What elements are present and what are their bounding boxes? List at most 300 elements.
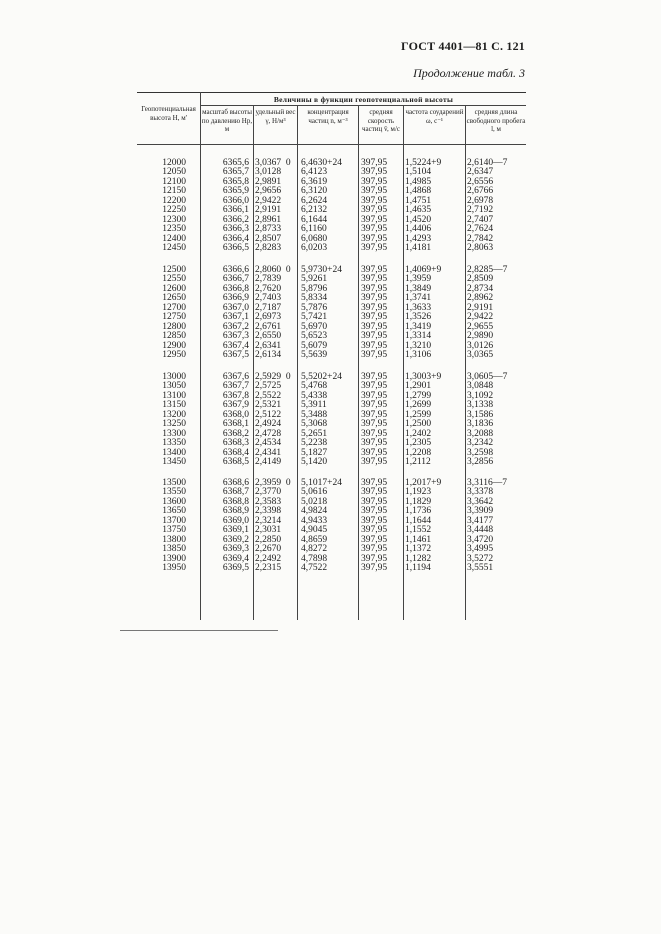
cell: 5,1827 [301, 447, 328, 458]
cell: 1,3106 [405, 350, 432, 361]
cell: 5,6079 [301, 340, 328, 351]
footer-rule [120, 630, 278, 631]
cell: 1,2305 [405, 438, 432, 449]
cell: 1,4985 [405, 176, 432, 187]
cell: 5,7876 [301, 302, 328, 313]
cell: 6368,3 [222, 438, 249, 449]
cell: 1,4635 [405, 205, 432, 216]
cell: 6369,3 [222, 544, 249, 555]
column-Hp [203, 479, 249, 574]
cell: 2,8060 0 [255, 265, 291, 275]
cell: 3,0605—7 [467, 372, 508, 382]
cell: 2,2670 [255, 544, 282, 555]
column-Hp [203, 266, 249, 361]
col-header-v: средняя скорость частиц v̄, м/с [361, 108, 401, 133]
data-table [137, 92, 526, 620]
col-header-hp: масштаб высоты по давлению Hp, м [201, 108, 253, 133]
cell: 397,95 [361, 419, 388, 430]
cell: 397,95 [361, 350, 388, 361]
cell: 3,0848 [467, 381, 494, 392]
cell: 3,0367 0 [255, 158, 291, 168]
cell: 6366,5 [222, 243, 249, 254]
cell: 3,1338 [467, 400, 494, 411]
cell: 1,3959 [405, 274, 432, 285]
cell: 397,95 [361, 478, 388, 488]
cell: 13550 [162, 487, 186, 498]
cell: 2,2492 [255, 553, 282, 564]
cell: 2,7403 [255, 293, 282, 304]
cell: 397,95 [361, 224, 388, 235]
cell: 397,95 [361, 176, 388, 187]
column-omega [405, 479, 465, 574]
cell: 1,4868 [405, 186, 432, 197]
cell: 5,8334 [301, 293, 328, 304]
column-omega [405, 159, 465, 254]
cell: 1,1736 [405, 506, 432, 517]
cell: 397,95 [361, 563, 388, 574]
cell: 6,2624 [301, 195, 328, 206]
cell: 3,3909 [467, 506, 494, 517]
cell: 397,95 [361, 400, 388, 411]
cell: 12900 [162, 340, 186, 351]
cell: 5,5202+24 [301, 372, 342, 382]
cell: 13100 [162, 390, 186, 401]
cell: 2,3031 [255, 525, 282, 536]
cell: 13300 [162, 428, 186, 439]
cell: 2,8961 [255, 214, 282, 225]
cell: 397,95 [361, 428, 388, 439]
cell: 13200 [162, 409, 186, 420]
cell: 6,1644 [301, 214, 328, 225]
col-divider [358, 105, 359, 620]
cell: 2,8283 [255, 243, 282, 254]
cell: 1,4520 [405, 214, 432, 225]
cell: 13700 [162, 515, 186, 526]
cell: 2,8733 [255, 224, 282, 235]
column-v [361, 159, 403, 254]
cell: 5,0616 [301, 487, 328, 498]
cell: 6,4123 [301, 167, 328, 178]
cell: 13800 [162, 534, 186, 545]
cell: 12200 [162, 195, 186, 206]
cell: 13950 [162, 563, 186, 574]
cell: 3,4448 [467, 525, 494, 536]
cell: 3,3378 [467, 487, 494, 498]
cell: 2,3398 [255, 506, 282, 517]
cell: 2,4341 [255, 447, 282, 458]
cell: 397,95 [361, 525, 388, 536]
cell: 6368,2 [222, 428, 249, 439]
cell: 2,6341 [255, 340, 282, 351]
cell: 397,95 [361, 331, 388, 342]
cell: 2,5929 0 [255, 372, 291, 382]
col-header-n: концентрация частиц n, м⁻³ [307, 108, 349, 125]
cell: 1,2112 [405, 457, 431, 468]
cell: 6,1160 [301, 224, 327, 235]
col-divider [200, 92, 201, 620]
cell: 6,0203 [301, 243, 328, 254]
cell: 2,4534 [255, 438, 282, 449]
cell: 5,0218 [301, 496, 328, 507]
cell: 6369,2 [222, 534, 249, 545]
cell: 6369,1 [222, 525, 249, 536]
cell: 6367,9 [222, 400, 249, 411]
cell: 3,2342 [467, 438, 494, 449]
cell: 6368,7 [222, 487, 249, 498]
cell: 12650 [162, 293, 186, 304]
cell: 397,95 [361, 409, 388, 420]
cell: 6367,8 [222, 390, 249, 401]
cell: 2,4924 [255, 419, 282, 430]
cell: 2,9656 [255, 186, 282, 197]
cell: 6367,6 [222, 372, 249, 382]
cell: 12400 [162, 233, 186, 244]
cell: 397,95 [361, 457, 388, 468]
cell: 397,95 [361, 515, 388, 526]
cell: 1,5104 [405, 167, 432, 178]
cell: 1,2599 [405, 409, 432, 420]
group-title-rule [200, 105, 526, 106]
cell: 6368,6 [222, 478, 249, 488]
cell: 6368,5 [222, 457, 249, 468]
cell: 1,4406 [405, 224, 432, 235]
cell: 2,9191 [255, 205, 282, 216]
cell: 2,2850 [255, 534, 282, 545]
cell: 2,6973 [255, 312, 282, 323]
column-Hp [203, 373, 249, 468]
cell: 3,0126 [467, 340, 494, 351]
column-l [467, 479, 525, 574]
col-divider [253, 105, 254, 620]
cell: 4,9433 [301, 515, 328, 526]
cell: 5,6970 [301, 321, 328, 332]
cell: 1,3849 [405, 283, 432, 294]
cell: 1,1552 [405, 525, 432, 536]
cell: 5,1017+24 [301, 478, 342, 488]
cell: 1,1194 [405, 563, 431, 574]
table-continuation-label: Продолжение табл. 3 [413, 66, 525, 80]
cell: 1,3741 [405, 293, 432, 304]
cell: 4,9824 [301, 506, 328, 517]
cell: 6,2132 [301, 205, 328, 216]
cell: 6366,2 [222, 214, 249, 225]
cell: 6368,4 [222, 447, 249, 458]
column-H [142, 159, 186, 254]
cell: 6368,8 [222, 496, 249, 507]
cell: 5,1420 [301, 457, 328, 468]
cell: 397,95 [361, 243, 388, 254]
cell: 397,95 [361, 487, 388, 498]
cell: 1,1282 [405, 553, 432, 564]
cell: 2,4149 [255, 457, 282, 468]
cell: 1,3526 [405, 312, 432, 323]
cell: 1,1461 [405, 534, 432, 545]
cell: 2,6556 [467, 176, 494, 187]
cell: 12800 [162, 321, 186, 332]
cell: 2,5522 [255, 390, 282, 401]
cell: 6365,7 [222, 167, 249, 178]
cell: 5,4768 [301, 381, 328, 392]
cell: 5,8796 [301, 283, 328, 294]
cell: 397,95 [361, 233, 388, 244]
cell: 2,2315 [255, 563, 282, 574]
cell: 6367,2 [222, 321, 249, 332]
cell: 4,7522 [301, 563, 328, 574]
column-H [142, 266, 186, 361]
cell: 5,3911 [301, 400, 327, 411]
cell: 1,3419 [405, 321, 432, 332]
cell: 6369,4 [222, 553, 249, 564]
cell: 4,8272 [301, 544, 328, 555]
page-code: ГОСТ 4401—81 С. 121 [401, 39, 525, 53]
cell: 1,1829 [405, 496, 432, 507]
cell: 13450 [162, 457, 186, 468]
cell: 397,95 [361, 544, 388, 555]
cell: 1,3210 [405, 340, 432, 351]
cell: 2,5725 [255, 381, 282, 392]
cell: 1,1372 [405, 544, 432, 555]
cell: 397,95 [361, 496, 388, 507]
column-n [301, 479, 357, 574]
cell: 1,3314 [405, 331, 432, 342]
cell: 13150 [162, 400, 186, 411]
cell: 2,3214 [255, 515, 282, 526]
cell: 5,7421 [301, 312, 328, 323]
column-gamma [255, 159, 299, 254]
column-H [142, 373, 186, 468]
column-n [301, 159, 357, 254]
cell: 13050 [162, 381, 186, 392]
cell: 1,3003+9 [405, 372, 442, 382]
cell: 13250 [162, 419, 186, 430]
col-divider [403, 105, 404, 620]
cell: 4,9045 [301, 525, 328, 536]
cell: 397,95 [361, 506, 388, 517]
cell: 6366,8 [222, 283, 249, 294]
cell: 13400 [162, 447, 186, 458]
cell: 3,1586 [467, 409, 494, 420]
cell: 2,8509 [467, 274, 494, 285]
cell: 6,0680 [301, 233, 328, 244]
cell: 3,2598 [467, 447, 494, 458]
table-top-rule [137, 92, 526, 93]
cell: 2,7620 [255, 283, 282, 294]
cell: 6369,5 [222, 563, 249, 574]
cell: 2,8962 [467, 293, 494, 304]
cell: 6368,9 [222, 506, 249, 517]
cell: 3,3642 [467, 496, 494, 507]
cell: 397,95 [361, 312, 388, 323]
column-Hp [203, 159, 249, 254]
cell: 2,7839 [255, 274, 282, 285]
cell: 13350 [162, 438, 186, 449]
cell: 3,4720 [467, 534, 494, 545]
column-H [142, 479, 186, 574]
cell: 1,4751 [405, 195, 432, 206]
cell: 2,7624 [467, 224, 494, 235]
column-l [467, 266, 525, 361]
cell: 397,95 [361, 390, 388, 401]
cell: 6365,9 [222, 186, 249, 197]
cell: 6367,4 [222, 340, 249, 351]
cell: 12600 [162, 283, 186, 294]
column-v [361, 479, 403, 574]
column-l [467, 373, 525, 468]
cell: 12000 [162, 158, 186, 168]
col-header-gamma: удельный вес γ, Н/м³ [255, 108, 296, 125]
cell: 1,2500 [405, 419, 432, 430]
cell: 6,4630+24 [301, 158, 342, 168]
cell: 12850 [162, 331, 186, 342]
cell: 2,8063 [467, 243, 494, 254]
cell: 6366,3 [222, 224, 249, 235]
column-v [361, 266, 403, 361]
cell: 1,2901 [405, 381, 432, 392]
cell: 6367,1 [222, 312, 249, 323]
cell: 12950 [162, 350, 186, 361]
cell: 2,6766 [467, 186, 494, 197]
cell: 1,2699 [405, 400, 432, 411]
cell: 6367,0 [222, 302, 249, 313]
cell: 1,2402 [405, 428, 432, 439]
cell: 3,0128 [255, 167, 282, 178]
cell: 6369,0 [222, 515, 249, 526]
cell: 397,95 [361, 158, 388, 168]
cell: 12750 [162, 312, 186, 323]
cell: 397,95 [361, 205, 388, 216]
cell: 2,3959 0 [255, 478, 291, 488]
cell: 397,95 [361, 167, 388, 178]
cell: 2,9655 [467, 321, 494, 332]
cell: 397,95 [361, 283, 388, 294]
cell: 1,4293 [405, 233, 432, 244]
cell: 1,5224+9 [405, 158, 442, 168]
cell: 13600 [162, 496, 186, 507]
cell: 1,2208 [405, 447, 432, 458]
cell: 1,3633 [405, 302, 432, 313]
column-gamma [255, 266, 299, 361]
cell: 2,8507 [255, 233, 282, 244]
cell: 6366,1 [222, 205, 249, 216]
cell: 2,9191 [467, 302, 494, 313]
cell: 6365,8 [222, 176, 249, 187]
cell: 13850 [162, 544, 186, 555]
cell: 3,2088 [467, 428, 494, 439]
cell: 6367,5 [222, 350, 249, 361]
cell: 2,3770 [255, 487, 282, 498]
cell: 1,2799 [405, 390, 432, 401]
cell: 6366,9 [222, 293, 249, 304]
cell: 397,95 [361, 340, 388, 351]
cell: 397,95 [361, 321, 388, 332]
cell: 2,3583 [255, 496, 282, 507]
cell: 4,8659 [301, 534, 328, 545]
cell: 397,95 [361, 534, 388, 545]
cell: 3,4995 [467, 544, 494, 555]
cell: 2,6347 [467, 167, 494, 178]
cell: 397,95 [361, 293, 388, 304]
cell: 2,6134 [255, 350, 282, 361]
cell: 397,95 [361, 372, 388, 382]
cell: 1,1644 [405, 515, 432, 526]
column-gamma [255, 373, 299, 468]
col-header-omega: частота соударений ω, с⁻¹ [405, 108, 464, 125]
cell: 13900 [162, 553, 186, 564]
cell: 6368,1 [222, 419, 249, 430]
cell: 2,5321 [255, 400, 282, 411]
col-header-l: средняя длина свободного пробега l, м [466, 108, 526, 133]
column-v [361, 373, 403, 468]
cell: 12700 [162, 302, 186, 313]
cell: 397,95 [361, 214, 388, 225]
cell: 6366,7 [222, 274, 249, 285]
cell: 4,7898 [301, 553, 328, 564]
column-n [301, 373, 357, 468]
cell: 2,5122 [255, 409, 282, 420]
cell: 12100 [162, 176, 186, 187]
cell: 3,3116—7 [467, 478, 508, 488]
cell: 1,4069+9 [405, 265, 442, 275]
cell: 12150 [162, 186, 186, 197]
cell: 3,5551 [467, 563, 494, 574]
cell: 5,4338 [301, 390, 328, 401]
cell: 2,6761 [255, 321, 282, 332]
cell: 2,9890 [467, 331, 494, 342]
cell: 2,6140—7 [467, 158, 508, 168]
cell: 2,7192 [467, 205, 494, 216]
cell: 6366,4 [222, 233, 249, 244]
col-divider [465, 105, 466, 620]
cell: 13750 [162, 525, 186, 536]
cell: 2,9891 [255, 176, 282, 187]
cell: 13650 [162, 506, 186, 517]
cell: 2,9422 [255, 195, 282, 206]
cell: 12450 [162, 243, 186, 254]
cell: 6,3120 [301, 186, 328, 197]
cell: 2,8734 [467, 283, 494, 294]
cell: 6368,0 [222, 409, 249, 420]
cell: 397,95 [361, 381, 388, 392]
column-l [467, 159, 525, 254]
cell: 2,6978 [467, 195, 494, 206]
cell: 13000 [162, 372, 186, 382]
cell: 397,95 [361, 447, 388, 458]
cell: 397,95 [361, 553, 388, 564]
cell: 3,2856 [467, 457, 494, 468]
column-omega [405, 266, 465, 361]
cell: 12550 [162, 274, 186, 285]
cell: 397,95 [361, 274, 388, 285]
column-n [301, 266, 357, 361]
cell: 3,1836 [467, 419, 494, 430]
cell: 1,4181 [405, 243, 432, 254]
cell: 397,95 [361, 302, 388, 313]
cell: 397,95 [361, 265, 388, 275]
cell: 2,9422 [467, 312, 494, 323]
cell: 397,95 [361, 195, 388, 206]
cell: 1,2017+9 [405, 478, 442, 488]
group-title: Величины в функции геопотенциальной высоты [273, 95, 454, 104]
cell: 6,3619 [301, 176, 328, 187]
cell: 2,4728 [255, 428, 282, 439]
cell: 3,5272 [467, 553, 494, 564]
cell: 6365,6 [222, 158, 249, 168]
cell: 397,95 [361, 438, 388, 449]
cell: 3,4177 [467, 515, 494, 526]
cell: 2,7187 [255, 302, 282, 313]
column-gamma [255, 479, 299, 574]
cell: 6367,7 [222, 381, 249, 392]
